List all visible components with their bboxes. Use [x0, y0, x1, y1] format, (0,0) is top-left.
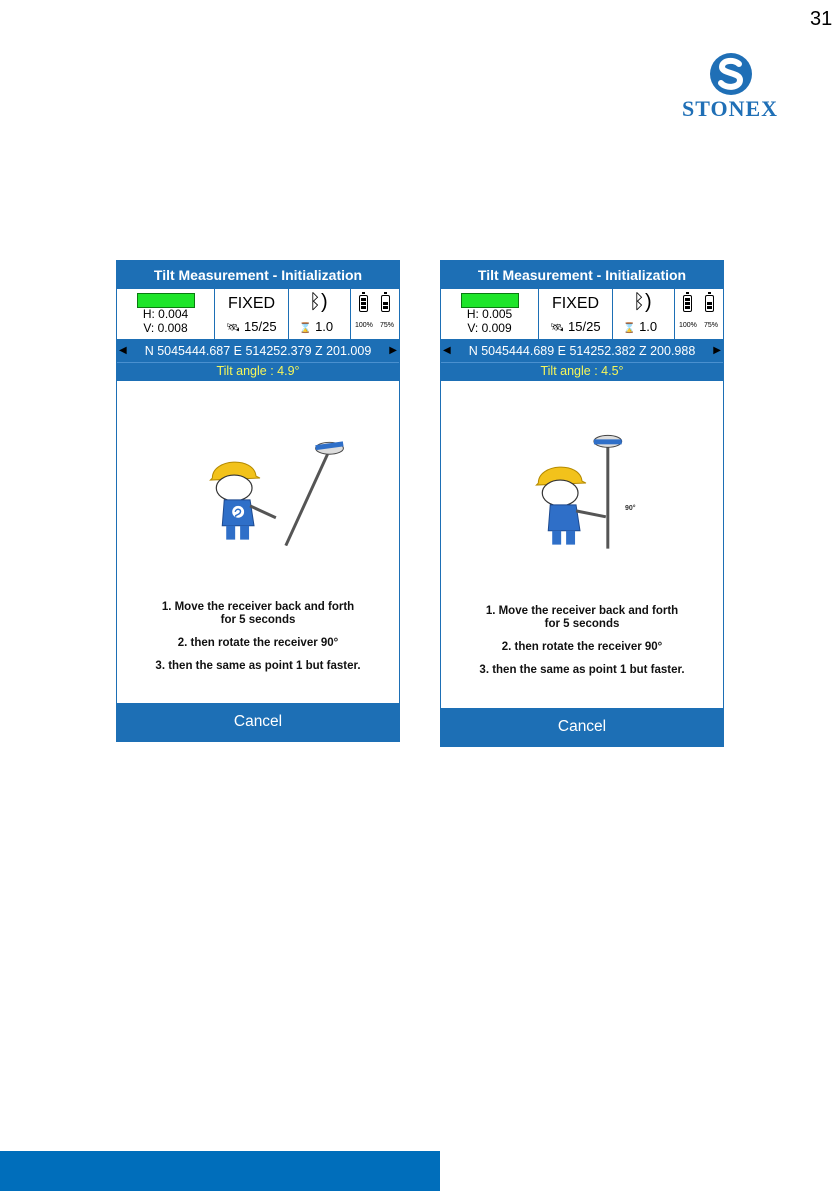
- tilt-angle: Tilt angle : 4.5°: [441, 362, 723, 381]
- v-precision: V: 0.008: [143, 321, 188, 335]
- battery1-label: 100%: [679, 322, 697, 329]
- v-precision: V: 0.009: [467, 321, 512, 335]
- pdop-value: 1.0: [639, 319, 658, 334]
- coordinates: N 5045444.687 E 514252.379 Z 201.009: [144, 344, 372, 358]
- solution-cell[interactable]: [215, 289, 289, 339]
- instructions: [117, 601, 399, 683]
- screen-title: Tilt Measurement - Initialization: [117, 261, 399, 289]
- coordinates: N 5045444.689 E 514252.382 Z 200.988: [468, 344, 696, 358]
- pdop-icon: ⌛: [623, 323, 636, 334]
- instructions: [441, 605, 723, 687]
- h-precision: H: 0.004: [142, 307, 189, 321]
- bluetooth-icon: ᛒ): [633, 291, 652, 313]
- step-1: 1. Move the receiver back and forth: [161, 601, 355, 613]
- tilt-screen-2: [440, 260, 724, 747]
- precision-cell[interactable]: [441, 289, 539, 339]
- step-1-cont: for 5 seconds: [220, 614, 296, 626]
- arrow-right-icon[interactable]: ▶: [389, 345, 397, 356]
- step-1: 1. Move the receiver back and forth: [485, 605, 679, 617]
- screen-title: Tilt Measurement - Initialization: [441, 261, 723, 289]
- precision-cell[interactable]: [117, 289, 215, 339]
- cancel-button[interactable]: Cancel: [117, 703, 399, 741]
- arrow-right-icon[interactable]: ▶: [713, 345, 721, 356]
- stonex-emblem-icon: [708, 52, 754, 96]
- battery2-label: 75%: [380, 322, 395, 329]
- fix-indicator: [461, 293, 519, 308]
- satellite-icon: 🛰: [550, 322, 565, 334]
- battery2-label: 75%: [704, 322, 719, 329]
- battery1-label: 100%: [355, 322, 373, 329]
- solution-status: FIXED: [227, 295, 276, 312]
- step-3: 3. then the same as point 1 but faster.: [155, 660, 361, 672]
- tilt-screen-1: [116, 260, 400, 742]
- battery-cell[interactable]: [351, 289, 399, 339]
- battery-full-icon: [359, 295, 368, 312]
- arrow-left-icon[interactable]: ◀: [443, 345, 451, 356]
- coordinate-bar: [117, 340, 399, 362]
- satellite-icon: 🛰: [226, 322, 241, 334]
- footer-bar: [0, 1151, 440, 1191]
- step-2: 2. then rotate the receiver 90°: [501, 641, 663, 653]
- cancel-button[interactable]: Cancel: [441, 708, 723, 746]
- battery-cell[interactable]: [675, 289, 723, 339]
- step-1-cont: for 5 seconds: [544, 618, 620, 630]
- satellite-count: 15/25: [244, 319, 277, 334]
- h-precision: H: 0.005: [466, 307, 513, 321]
- pdop-icon: ⌛: [299, 323, 312, 334]
- surveyor-tilting-illustration: [117, 426, 399, 546]
- pdop-value: 1.0: [315, 319, 334, 334]
- step-3: 3. then the same as point 1 but faster.: [479, 664, 685, 676]
- coordinate-bar: [441, 340, 723, 362]
- status-bar: [117, 289, 399, 340]
- solution-status: FIXED: [551, 295, 600, 312]
- battery-75-icon: [381, 295, 390, 312]
- fix-indicator: [137, 293, 195, 308]
- arrow-left-icon[interactable]: ◀: [119, 345, 127, 356]
- bluetooth-cell[interactable]: [289, 289, 351, 339]
- battery-full-icon: [683, 295, 692, 312]
- page-number: 31: [810, 8, 833, 30]
- brand-name: STONEX: [681, 96, 779, 121]
- battery-75-icon: [705, 295, 714, 312]
- bluetooth-cell[interactable]: [613, 289, 675, 339]
- satellite-count: 15/25: [568, 319, 601, 334]
- tilt-angle: Tilt angle : 4.9°: [117, 362, 399, 381]
- stonex-logo: [668, 52, 792, 124]
- bluetooth-icon: ᛒ): [309, 291, 328, 313]
- step-2: 2. then rotate the receiver 90°: [177, 637, 339, 649]
- status-bar: [441, 289, 723, 340]
- solution-cell[interactable]: [539, 289, 613, 339]
- angle-label: 90°: [625, 505, 636, 512]
- surveyor-vertical-illustration: [441, 431, 723, 551]
